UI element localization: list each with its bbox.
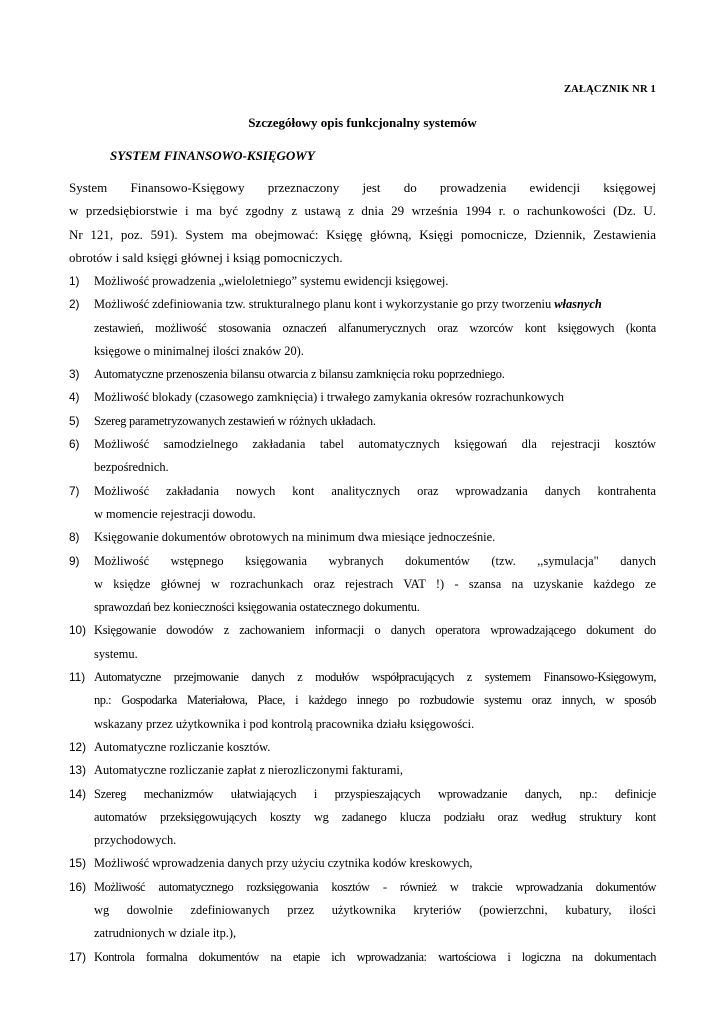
document-title: Szczegółowy opis funkcjonalny systemów	[248, 115, 477, 130]
requirements-list	[69, 270, 656, 969]
list-item	[69, 876, 656, 946]
item-text: księgowe o minimalnej ilości znaków 20).	[94, 343, 304, 358]
item-text: Możliwość blokady (czasowego zamknięcia) i trwałego zamykania okresów rozrachunkowych	[94, 390, 564, 405]
list-item	[69, 293, 656, 363]
list-item	[69, 270, 656, 293]
item-text: Księgowanie dowodów z zachowaniem informacji o danych operatora wprowadzającego dokument do	[94, 623, 656, 638]
item-text: wg dowolnie zdefiniowanych przez użytkownika kryteriów (powierzchni, kubatury, ilości	[94, 903, 656, 918]
item-text: Szereg mechanizmów ułatwiających i przyspieszających wprowadzanie danych, np.: definicje	[94, 786, 656, 801]
item-number: 9)	[69, 553, 80, 568]
annex-label: ZAŁĄCZNIK NR 1	[563, 84, 656, 95]
item-text: Możliwość prowadzenia „wieloletniego” systemu ewidencji księgowej.	[94, 274, 449, 288]
list-item	[69, 666, 656, 736]
intro-line: obrotów i sald księgi głównej i ksiąg pomocniczych.	[69, 249, 343, 265]
item-text: bezpośrednich.	[94, 460, 169, 475]
item-number: 1)	[69, 274, 80, 288]
item-text: Możliwość samodzielnego zakładania tabel automatycznych księgowań dla rejestracji kosztów	[94, 437, 656, 452]
item-number: 13)	[69, 763, 87, 778]
item-text: automatów przeksięgowujących koszty wg zadanego klucza podziału oraz według struktury kont	[94, 809, 656, 824]
intro-line: System Finansowo-Księgowy przeznaczony jest do prowadzenia ewidencji księgowej	[69, 180, 656, 195]
item-number: 2)	[69, 297, 80, 312]
list-item	[69, 526, 656, 549]
item-text: systemu.	[94, 646, 138, 661]
list-item	[69, 783, 656, 853]
list-item	[69, 619, 656, 666]
item-text: zestawień, możliwość stosowania oznaczeń alfanumerycznych oraz wzorców kont księgowych (konta	[94, 320, 656, 335]
list-item	[69, 852, 656, 875]
list-item	[69, 433, 656, 480]
item-text: zatrudnionych w dziale itp.),	[94, 926, 237, 941]
item-number: 17)	[69, 949, 87, 964]
item-text: sprawozdań bez konieczności księgowania ostatecznego dokumentu.	[94, 600, 420, 615]
item-text: Szereg parametryzowanych zestawień w różnych układach.	[94, 413, 376, 428]
item-text: Automatyczne przejmowanie danych z modułów współpracujących z systemem Finansowo-Księgowym,	[94, 670, 656, 685]
intro-line: w przedsiębiorstwie i ma być zgodny z ustawą z dnia 29 września 1994 r. o rachunkowości (Dz. U.	[69, 203, 656, 219]
item-number: 10)	[69, 623, 87, 638]
item-number: 14)	[69, 786, 87, 801]
item-text: Możliwość wstępnego księgowania wybranych dokumentów (tzw. ,,symulacja" danych	[94, 553, 656, 568]
item-text: w momencie rejestracji dowodu.	[94, 506, 256, 521]
list-item	[69, 736, 656, 759]
item-text: Możliwość zdefiniowania tzw. strukturalnego planu kont i wykorzystanie go przy tworzeniu własnych	[94, 297, 602, 312]
item-text: Możliwość zakładania nowych kont analitycznych oraz wprowadzania danych kontrahenta	[94, 483, 656, 498]
item-text: Automatyczne rozliczanie zapłat z nierozliczonymi fakturami,	[94, 763, 403, 778]
intro-line: Nr 121, poz. 591). System ma obejmować: Księgę główną, Księgi pomocnicze, Dziennik, Zestawienia	[69, 226, 656, 242]
intro-paragraph	[69, 176, 656, 269]
list-item	[69, 946, 656, 969]
item-text: w księdze głównej w rozrachunkach oraz rejestrach VAT !) - szansa na uzyskanie każdego ze	[94, 576, 656, 591]
item-number: 11)	[69, 670, 86, 685]
item-text: Możliwość automatycznego rozksięgowania kosztów - również w trakcie wprowadzania dokumentów	[94, 879, 656, 894]
item-number: 5)	[69, 413, 80, 428]
list-item	[69, 480, 656, 527]
list-item	[69, 759, 656, 782]
item-number: 12)	[69, 739, 87, 754]
item-number: 6)	[69, 437, 80, 452]
list-item	[69, 550, 656, 620]
item-text: przychodowych.	[94, 833, 177, 848]
item-text: wskazany przez użytkownika i pod kontrolą pracownika działu księgowości.	[94, 716, 475, 731]
item-number: 3)	[69, 367, 80, 382]
list-item	[69, 410, 656, 433]
item-number: 7)	[69, 483, 80, 498]
item-text: Możliwość wprowadzenia danych przy użyciu czytnika kodów kreskowych,	[94, 856, 473, 871]
item-text: Automatyczne przenoszenia bilansu otwarcia z bilansu zamknięcia roku poprzedniego.	[94, 367, 505, 382]
item-number: 16)	[69, 879, 87, 894]
item-text: Kontrola formalna dokumentów na etapie ich wprowadzania: wartościowa i logiczna na dokumentach	[94, 949, 656, 964]
item-text: np.: Gospodarka Materiałowa, Płace, i każdego innego po rozbudowie systemu oraz innych, w sposób	[94, 693, 656, 708]
emphasis-text: własnych	[554, 297, 602, 312]
item-text: Księgowanie dokumentów obrotowych na minimum dwa miesiące jednocześnie.	[94, 530, 496, 545]
list-item	[69, 363, 656, 386]
item-number: 15)	[69, 856, 87, 871]
system-title: SYSTEM FINANSOWO-KSIĘGOWY	[110, 148, 315, 163]
item-text: Automatyczne rozliczanie kosztów.	[94, 739, 271, 754]
list-item	[69, 386, 656, 409]
item-number: 8)	[69, 530, 80, 545]
item-number: 4)	[69, 390, 80, 405]
